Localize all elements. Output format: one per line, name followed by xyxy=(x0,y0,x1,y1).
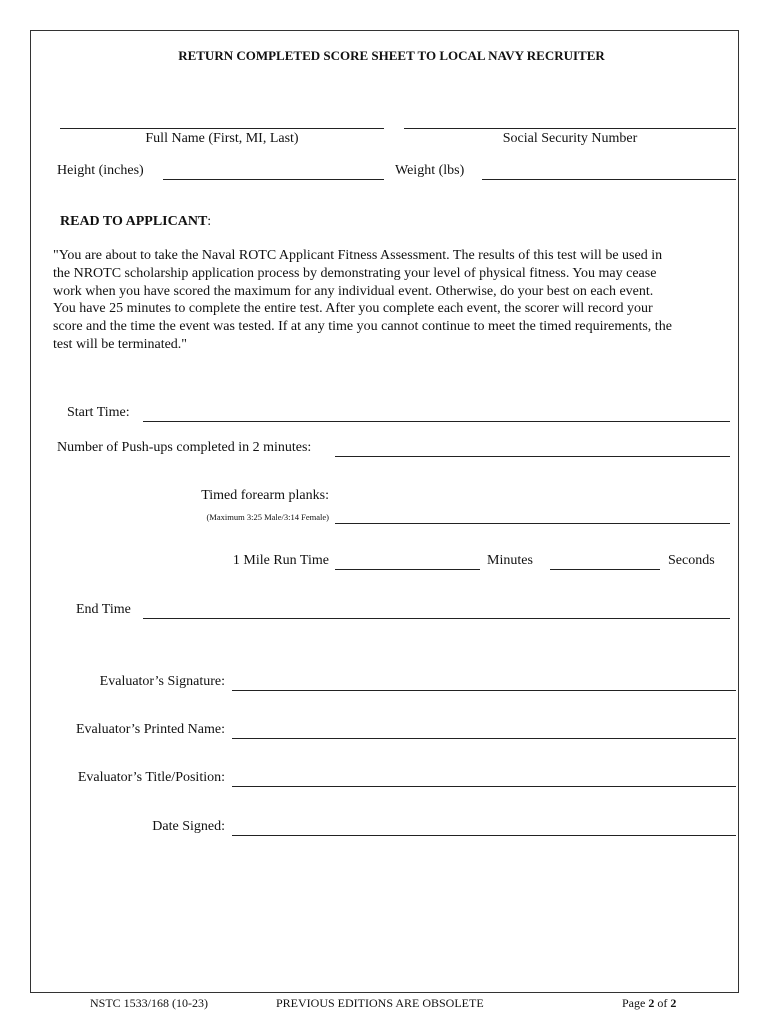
evaluator-title-input[interactable] xyxy=(232,770,736,787)
pushups-label: Number of Push-ups completed in 2 minutes: xyxy=(57,440,312,455)
page-prefix: Page xyxy=(622,996,649,1010)
planks-note: (Maximum 3:25 Male/3:14 Female) xyxy=(206,512,329,522)
page-current: 2 xyxy=(648,996,655,1010)
date-signed-label: Date Signed: xyxy=(152,819,225,834)
instructions-paragraph xyxy=(53,247,733,354)
instruction-line: You have 25 minutes to complete the entire test. After you complete each event, the scorer will record your xyxy=(53,301,653,317)
minutes-label: Minutes xyxy=(487,553,533,568)
height-input[interactable] xyxy=(163,163,384,180)
page-of: of xyxy=(654,996,671,1010)
planks-input[interactable] xyxy=(335,507,730,524)
page-indicator xyxy=(622,996,676,1011)
weight-label: Weight (lbs) xyxy=(395,163,465,178)
run-time-label: 1 Mile Run Time xyxy=(232,553,329,568)
end-time-label: End Time xyxy=(76,602,131,617)
planks-label: Timed forearm planks: xyxy=(201,488,329,503)
form-title: RETURN COMPLETED SCORE SHEET TO LOCAL NAVY RECRUITER xyxy=(178,48,605,63)
start-time-input[interactable] xyxy=(143,405,730,422)
run-minutes-input[interactable] xyxy=(335,553,480,570)
instruction-line: score and the time the event was tested. If at any time you cannot continue to meet the timed requirements, the xyxy=(53,319,672,335)
start-time-label: Start Time: xyxy=(67,405,130,420)
end-time-input[interactable] xyxy=(143,602,730,619)
instructions-heading-colon: : xyxy=(207,214,212,229)
form-number: NSTC 1533/168 (10-23) xyxy=(90,996,208,1010)
evaluator-signature-input[interactable] xyxy=(232,674,736,691)
evaluator-signature-label: Evaluator’s Signature: xyxy=(99,674,225,689)
full-name-input[interactable] xyxy=(60,112,384,129)
ssn-input[interactable] xyxy=(404,112,736,129)
editions-note: PREVIOUS EDITIONS ARE OBSOLETE xyxy=(276,996,484,1010)
instruction-line: "You are about to take the Naval ROTC Applicant Fitness Assessment. The results of this test will be used in xyxy=(53,248,663,263)
height-label: Height (inches) xyxy=(57,163,144,178)
date-signed-input[interactable] xyxy=(232,819,736,836)
instructions-heading-text: READ TO APPLICANT xyxy=(60,214,208,229)
ssn-label: Social Security Number xyxy=(502,131,638,146)
run-seconds-input[interactable] xyxy=(550,553,660,570)
full-name-label: Full Name (First, MI, Last) xyxy=(145,131,299,146)
evaluator-printed-name-input[interactable] xyxy=(232,722,736,739)
weight-input[interactable] xyxy=(482,163,736,180)
evaluator-printed-name-label: Evaluator’s Printed Name: xyxy=(75,722,225,737)
instruction-line: work when you have scored the maximum for any individual event. Otherwise, do your best on each event. xyxy=(53,283,654,299)
evaluator-title-label: Evaluator’s Title/Position: xyxy=(77,770,225,785)
page-total: 2 xyxy=(670,996,677,1010)
instruction-line: the NROTC scholarship application process by demonstrating your level of physical fitness. You may cease xyxy=(53,265,657,281)
instruction-line: test will be terminated." xyxy=(53,336,188,352)
seconds-label: Seconds xyxy=(668,553,715,568)
pushups-input[interactable] xyxy=(335,440,730,457)
instructions-heading xyxy=(60,214,211,230)
